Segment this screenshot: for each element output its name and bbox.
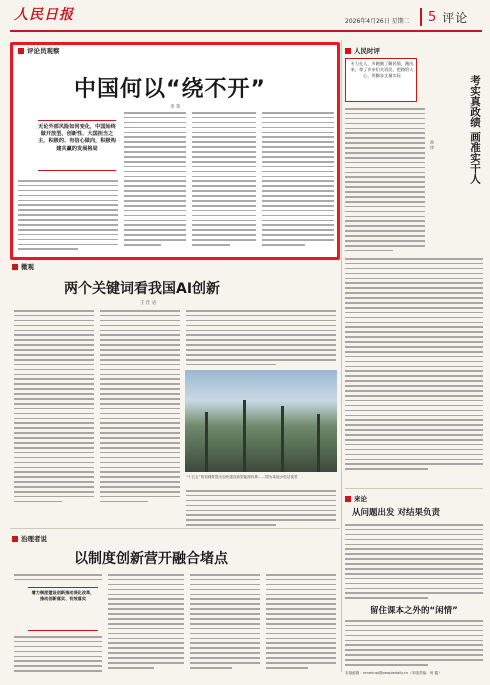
lead-byline: 李 荣: [170, 105, 181, 110]
laixin-section-label-text: 来论: [354, 495, 367, 503]
zhili-body-col1: [14, 574, 102, 584]
section-marker-icon: [345, 496, 351, 502]
zhili-body-col1b: [14, 636, 102, 675]
lead-body-col4: [262, 112, 334, 249]
lead-pull-rule-top: [38, 120, 116, 121]
weiping-body-col4: [186, 490, 336, 529]
lead-title: 中国何以“绕不开”: [74, 77, 266, 102]
laixin-body-1: [345, 524, 483, 602]
laixin-title-1: 从问题出发 对结果负责: [352, 508, 440, 518]
section-marker-icon: [12, 264, 18, 270]
weiping-body-col2: [100, 310, 180, 506]
masthead-rule: [10, 30, 482, 32]
right-article-author: 曲 律: [430, 140, 435, 150]
zhili-body-col2: [108, 574, 184, 672]
page-indicator: [420, 8, 482, 26]
column-divider: [341, 40, 342, 672]
laixin-section-label: [345, 494, 367, 503]
zhili-body-col3: [190, 574, 260, 672]
lead-body-col3: [192, 112, 256, 249]
right-body-bottom: [345, 258, 483, 473]
issue-date: 2026年4月26日 星期二: [345, 18, 410, 25]
lead-section-label: [18, 46, 60, 55]
right-section-label-text: 人民时评: [354, 47, 380, 55]
weiping-body-col1: [14, 310, 94, 506]
lead-pull-rule-bottom: [38, 170, 116, 171]
laixin-body-2: [345, 620, 483, 669]
right-body-top: [345, 108, 425, 255]
hydropower-photo: [185, 370, 337, 472]
laixin-title-2: 留住课本之外的“闲情”: [370, 606, 458, 616]
zhili-body-col4: [266, 574, 336, 672]
laixin-divider: [345, 488, 483, 489]
section-divider: [10, 528, 340, 529]
zhili-title: 以制度创新营开融合堵点: [74, 551, 228, 567]
zhili-section-label: [12, 534, 47, 543]
lead-body-col1: [18, 180, 118, 253]
weiping-body-col3: [186, 310, 336, 369]
weiping-section-label-text: 微观: [21, 263, 34, 271]
right-article-title: 考实真政绩 画准实干人: [469, 75, 481, 184]
section-marker-icon: [12, 536, 18, 542]
weiping-section-label: [12, 262, 34, 271]
page-footer: 本版邮箱：renminpl@peopledaily.cn（本版责编：何 鑫）: [345, 671, 442, 675]
lead-body-col2: [124, 112, 186, 249]
right-box-quote: 专力在人，多跑腿了解民情，跑出来，拿了乡亲们关切民，把路给人心，用脚步丈量实际: [350, 61, 414, 78]
right-section-label: [345, 46, 380, 55]
section-name: 评论: [442, 10, 469, 25]
photo-caption: “十五五”规划纲要提出加快建设新型能源体系……图为某地水电站夜景: [186, 475, 298, 479]
page-number: 5: [428, 9, 437, 25]
lead-section-label-text: 评论员观察: [27, 47, 60, 55]
lead-pull-quote: 无论外部风险如何变化，中国始终做开放型、创新性、大国担当之主，积极的、有信心做向，积极构建共赢的发展格局: [38, 124, 116, 152]
zhili-pull-quote: 着力制度建设创新推动深化改革，推动创新落实、有效落实: [31, 590, 95, 601]
weiping-byline: 王 仕 岩: [140, 301, 157, 306]
zhili-section-label-text: 治理者说: [21, 535, 47, 543]
weiping-title: 两个关键词看我国AI创新: [64, 281, 221, 297]
newspaper-logo: 人民日报: [14, 7, 74, 23]
section-marker-icon: [345, 48, 351, 54]
section-marker-icon: [18, 48, 24, 54]
